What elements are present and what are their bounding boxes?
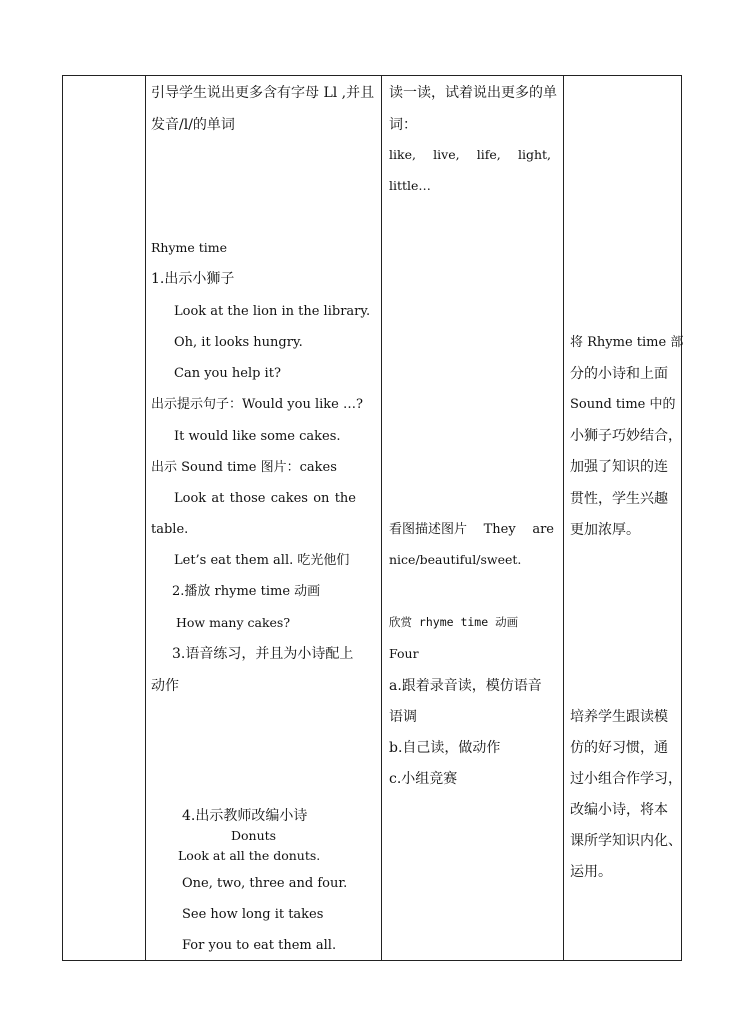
word: are [532, 522, 554, 537]
prompt-sentence: 出示提示句子：Would you like …? [151, 397, 363, 412]
rhyme-line: Can you help it? [174, 366, 281, 381]
poem-line: One, two, three and four. [182, 876, 348, 891]
activity-a-cont: 语调 [389, 709, 417, 725]
rhyme-line: It would like some cakes. [174, 429, 341, 444]
rhyme-line: Let’s eat them all. 吃光他们 [174, 553, 350, 568]
intent-line: 贯性，学生兴趣 [570, 491, 668, 507]
word: like, [389, 147, 416, 162]
poem-line: Look at all the donuts. [178, 848, 321, 863]
how-many: How many cakes? [176, 615, 291, 630]
intent-line: 更加浓厚。 [570, 522, 640, 538]
word: Look [174, 491, 207, 506]
step-2: 2.播放 rhyme time 动画 [172, 584, 321, 599]
intent-line: 过小组合作学习， [570, 771, 682, 787]
describe-line [389, 523, 554, 536]
word-list-end: little… [389, 178, 431, 193]
word: life, [476, 147, 501, 162]
intent-line: 将 Rhyme time 部 [570, 335, 684, 350]
word: light, [517, 147, 551, 162]
step-1: 1.出示小狮子 [151, 271, 235, 287]
step-3-line-2: 动作 [151, 678, 179, 694]
activity-c: c.小组竞赛 [389, 771, 458, 787]
intro-line-1: 引导学生说出更多含有字母 Ll ,并且 [151, 85, 375, 101]
rhyme-heading: Rhyme time [151, 240, 228, 255]
rhyme-line-justified [174, 492, 356, 505]
answer-four: Four [389, 646, 419, 661]
word: on [313, 491, 330, 506]
lesson-plan-table [62, 75, 682, 961]
rhyme-line: Oh, it looks hungry. [174, 335, 303, 350]
rhyme-line: table. [151, 522, 189, 537]
describe-end: nice/beautiful/sweet. [389, 552, 522, 567]
intent-line: 加强了知识的连 [570, 459, 668, 475]
intent-line: 课所学知识内化、 [570, 833, 682, 849]
intro-line-2: 发音/l/的单词 [151, 117, 235, 133]
word-list-line [389, 149, 551, 162]
word: They [483, 522, 516, 537]
intent-line: 仿的好习惯，通 [570, 740, 668, 756]
intent-line: 小狮子巧妙结合， [570, 428, 682, 444]
poem-line: For you to eat them all. [182, 938, 337, 953]
intent-line: Sound time 中的 [570, 397, 676, 412]
step-4: 4.出示教师改编小诗 [182, 808, 308, 824]
intent-line: 培养学生跟读模 [570, 709, 668, 725]
word: cakes [270, 491, 308, 506]
intent-line: 分的小诗和上面 [570, 366, 668, 382]
activity-a: a.跟着录音读，模仿语音 [389, 678, 542, 694]
word: the [334, 491, 356, 506]
poem-line: See how long it takes [182, 907, 324, 922]
sound-time-line: 出示 Sound time 图片：cakes [151, 460, 337, 475]
activity-b: b.自己读，做动作 [389, 740, 501, 756]
read-line-2: 词： [389, 117, 417, 133]
word: at [211, 491, 225, 506]
intent-line: 运用。 [570, 864, 612, 880]
teacher-activity-column [146, 76, 381, 960]
watch-line: 欣赏 rhyme time 动画 [389, 615, 519, 629]
student-activity-column [382, 76, 563, 960]
word: those [229, 491, 266, 506]
word: live, [433, 147, 460, 162]
intent-line: 改编小诗，将本 [570, 802, 668, 818]
poem-title: Donuts [231, 828, 277, 843]
word: 看图描述图片 [389, 522, 468, 537]
rhyme-line: Look at the lion in the library. [174, 304, 371, 319]
design-intent-column [564, 76, 682, 960]
step-3-line-1: 3.语音练习，并且为小诗配上 [172, 646, 354, 662]
read-line-1: 读一读，试着说出更多的单 [389, 85, 557, 101]
